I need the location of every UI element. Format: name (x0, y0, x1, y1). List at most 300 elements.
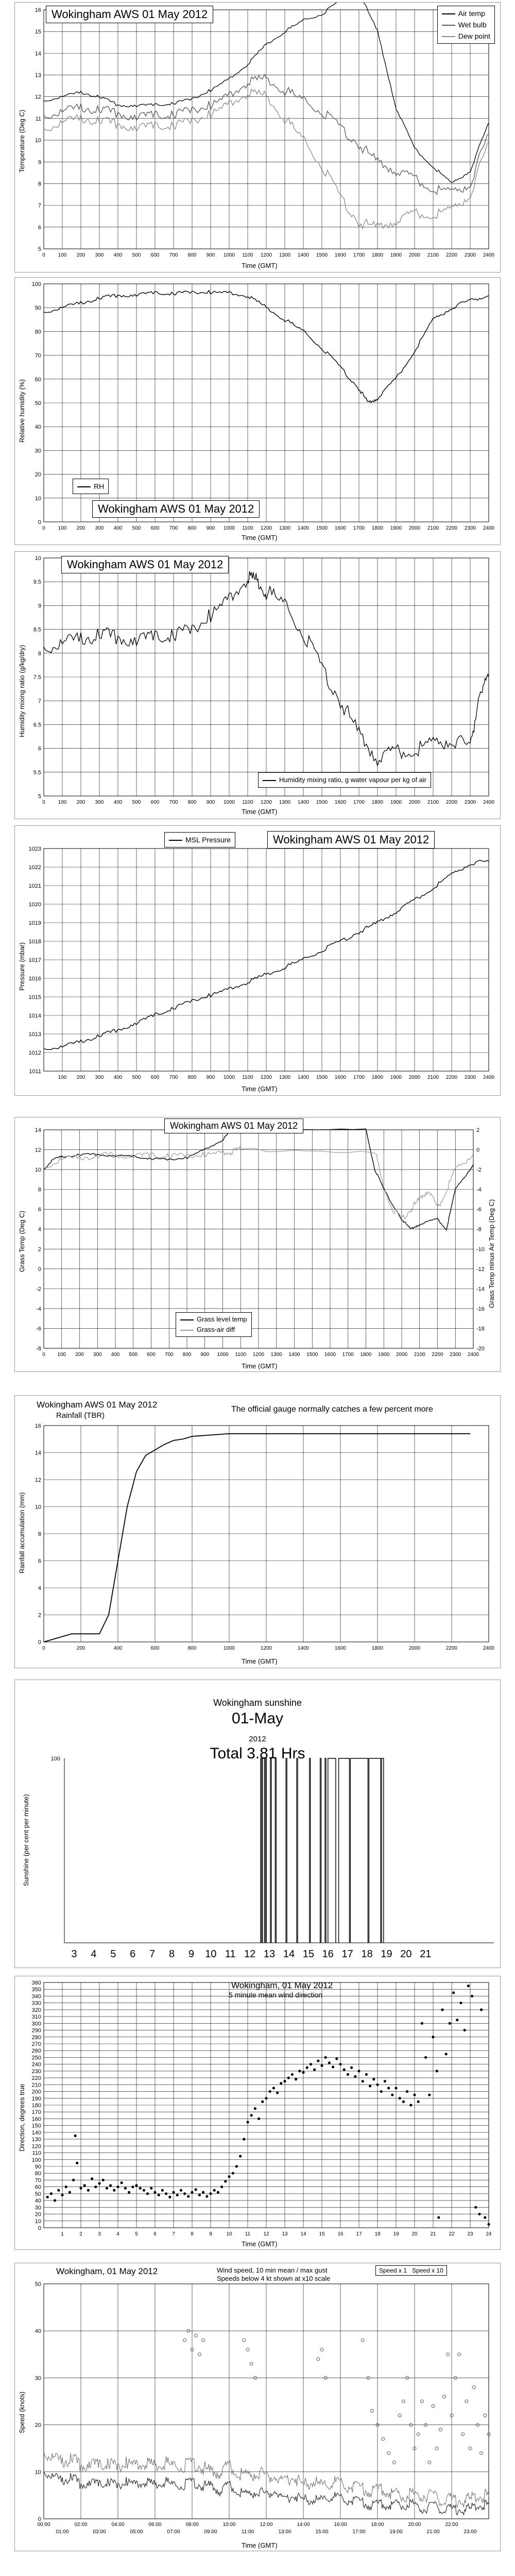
wind-speed-tick-x-top: 18:00 (371, 2522, 384, 2528)
grass-tick-y: 6 (38, 1207, 41, 1213)
wind-direction-tick-x: 13 (282, 2231, 288, 2237)
humidity-tick-x: 800 (187, 526, 197, 531)
pressure-legend (164, 832, 235, 848)
humidity-x-label: Time (GMT) (242, 534, 278, 541)
mixing-ratio-tick-x: 900 (206, 800, 215, 805)
wind-direction-tick-x: 9 (209, 2231, 212, 2237)
mixing-ratio-tick-y: 6.5 (33, 722, 41, 728)
wind-direction-tick-x: 1 (61, 2231, 64, 2237)
rainfall-tick-y: 8 (38, 1531, 41, 1537)
wind-direction-subtitle: 5 minute mean wind direction (229, 1991, 323, 1999)
rainfall-tick-y: 4 (38, 1585, 41, 1591)
temperature-tick-y: 10 (35, 138, 41, 144)
grass-tick-x: 1200 (252, 1352, 265, 1358)
wind-speed-chart (15, 2263, 500, 2551)
wind-direction-point (205, 2195, 208, 2198)
temperature-tick-x: 1500 (316, 252, 328, 258)
grass-tick-x: 600 (147, 1352, 156, 1358)
sunshine-tick-x: 20 (400, 1948, 412, 1960)
wind-direction-point (474, 2206, 477, 2209)
wind-speed-x10-point (457, 2353, 460, 2356)
temperature-tick-x: 1100 (242, 252, 253, 258)
wind-direction-point (46, 2196, 49, 2198)
humidity-tick-x: 1100 (242, 526, 253, 531)
humidity-tick-x: 1500 (316, 526, 328, 531)
rainfall-tick-x: 800 (187, 1646, 197, 1651)
rainfall-y-label: Rainfall accumulation (mm) (18, 1492, 26, 1573)
wind-speed-panel (14, 2263, 501, 2551)
wind-direction-point (362, 2080, 364, 2082)
wind-speed-x10-point (202, 2338, 205, 2342)
wind-direction-tick-y: 20 (35, 2211, 41, 2218)
legend-dew-point: Dew point (458, 32, 490, 40)
wind-speed-legend (375, 2265, 447, 2276)
wind-speed-tick-x-top: 04:00 (111, 2522, 125, 2528)
legend-grass-air-diff: Grass-air diff (197, 1326, 235, 1333)
humidity-tick-x: 300 (95, 526, 104, 531)
mixing-ratio-tick-x: 1100 (242, 800, 253, 805)
wind-direction-point (102, 2179, 105, 2181)
wind-speed-x10-point (417, 2433, 420, 2436)
wind-direction-point (172, 2191, 175, 2194)
temperature-tick-x: 1000 (223, 252, 235, 258)
grass-legend (176, 1312, 252, 1337)
rainfall-tick-x: 1600 (334, 1646, 347, 1651)
mixing-ratio-tick-x: 800 (187, 800, 197, 805)
wind-direction-point (246, 2121, 249, 2123)
wind-speed-x10-point (398, 2414, 401, 2417)
temperature-tick-y: 6 (38, 224, 41, 231)
wind-speed-x10-point (420, 2400, 423, 2403)
wind-direction-tick-x: 7 (172, 2231, 175, 2237)
wind-direction-tick-x: 17 (356, 2231, 362, 2237)
wind-direction-tick-x: 22 (449, 2231, 455, 2237)
wind-direction-point (76, 2162, 78, 2164)
wind-direction-point (220, 2185, 223, 2188)
temperature-y-label: Temperature (Deg C) (18, 109, 26, 173)
wind-direction-point (445, 2053, 448, 2055)
wind-direction-point (335, 2057, 338, 2060)
pressure-tick-x: 200 (76, 1075, 85, 1080)
wind-speed-x10-point (387, 2451, 390, 2454)
wind-direction-point (191, 2191, 193, 2194)
wind-direction-point (280, 2082, 282, 2084)
wind-direction-point (369, 2084, 371, 2087)
wind-speed-x10-point (402, 2400, 405, 2403)
rainfall-tick-y: 12 (35, 1477, 41, 1483)
wind-direction-tick-y: 150 (31, 2123, 41, 2129)
sunshine-bar (263, 1758, 265, 1943)
wind-direction-point (456, 2019, 458, 2021)
grass-tick-y: -2 (36, 1286, 41, 1293)
wind-direction-point (310, 2063, 312, 2065)
wind-direction-point (421, 2022, 423, 2025)
humidity-tick-x: 500 (132, 526, 141, 531)
rainfall-tick-x: 1400 (297, 1646, 310, 1651)
sunshine-bar (320, 1758, 321, 1943)
grass-tick-y-right: -4 (476, 1187, 482, 1193)
humidity-tick-y: 60 (35, 376, 41, 383)
sunshine-year: 2012 (249, 1735, 266, 1743)
grass-tick-y: -8 (36, 1346, 41, 1352)
humidity-tick-x: 1300 (279, 526, 291, 531)
legend-speed-x10: Speed x 10 (412, 2267, 443, 2274)
pressure-tick-x: 900 (206, 1075, 215, 1080)
wind-direction-point (109, 2184, 112, 2187)
rainfall-tick-y: 14 (35, 1450, 41, 1456)
pressure-tick-x: 400 (113, 1075, 123, 1080)
wind-speed-x10-point (472, 2386, 475, 2389)
humidity-tick-y: 80 (35, 329, 41, 335)
mixing-ratio-tick-y: 6 (38, 745, 41, 752)
grass-tick-y-right: -6 (476, 1207, 482, 1213)
wind-speed-tick-x-top: 16:00 (334, 2522, 347, 2528)
sunshine-tick-x: 19 (381, 1948, 392, 1960)
wind-direction-point (272, 2087, 275, 2089)
wind-direction-point (295, 2078, 297, 2080)
mixing-ratio-tick-x: 2300 (464, 800, 476, 805)
temperature-title: Wokingham AWS 01 May 2012 (46, 6, 213, 23)
sunshine-panel (14, 1680, 501, 1968)
wind-direction-tick-x: 20 (411, 2231, 418, 2237)
wind-direction-point (380, 2090, 383, 2093)
sunshine-tick-x: 18 (361, 1948, 373, 1960)
wind-direction-point (320, 2064, 323, 2067)
temperature-tick-x: 600 (150, 252, 160, 258)
wind-direction-point (254, 2107, 256, 2110)
wind-speed-tick-x-bottom: 17:00 (352, 2529, 366, 2535)
mixing-ratio-x-label: Time (GMT) (242, 808, 278, 816)
humidity-tick-y: 50 (35, 400, 41, 406)
wind-direction-point (317, 2059, 319, 2062)
rainfall-x-label: Time (GMT) (242, 1657, 278, 1665)
sunshine-bar (297, 1758, 298, 1943)
wind-direction-point (61, 2194, 63, 2196)
pressure-panel (14, 825, 501, 1096)
wind-direction-point (269, 2090, 271, 2093)
temperature-tick-x: 2200 (445, 252, 458, 258)
wind-direction-tick-y: 0 (38, 2225, 41, 2231)
wind-direction-tick-y: 300 (31, 2021, 41, 2027)
wind-direction-point (79, 2187, 82, 2190)
wind-direction-point (478, 2213, 480, 2215)
wind-direction-point (306, 2066, 308, 2069)
wind-direction-point (180, 2189, 182, 2192)
grass-tick-x: 0 (42, 1352, 45, 1358)
wind-speed-tick-x-top: 14:00 (297, 2522, 310, 2528)
wind-direction-point (106, 2187, 108, 2190)
wind-direction-point (161, 2189, 164, 2192)
wind-direction-point (276, 2092, 279, 2094)
temperature-tick-x: 1200 (260, 252, 272, 258)
wind-direction-point (98, 2182, 100, 2184)
humidity-title: Wokingham AWS 01 May 2012 (92, 500, 260, 518)
mixing-ratio-tick-x: 2400 (483, 800, 495, 805)
temperature-tick-y: 8 (38, 181, 41, 188)
grass-tick-y-right: -14 (476, 1286, 485, 1293)
pressure-tick-x: 2000 (408, 1075, 421, 1080)
wind-direction-point (87, 2189, 90, 2192)
wind-speed-x10-point (243, 2338, 246, 2342)
wind-direction-point (347, 2073, 349, 2076)
wind-speed-tick-y: 50 (35, 2281, 41, 2287)
wind-direction-point (417, 2100, 420, 2103)
humidity-tick-x: 1800 (371, 526, 384, 531)
wind-direction-chart (15, 1976, 500, 2249)
humidity-tick-x: 2300 (464, 526, 476, 531)
temperature-tick-x: 400 (113, 252, 123, 258)
temperature-tick-y: 16 (35, 7, 41, 13)
wind-speed-x10-point (317, 2358, 320, 2361)
mixing-ratio-tick-y: 9 (38, 603, 41, 609)
sunshine-tick-x: 6 (130, 1948, 136, 1960)
mixing-ratio-tick-x: 2100 (427, 800, 439, 805)
temperature-tick-x: 2100 (427, 252, 439, 258)
wind-direction-tick-y: 170 (31, 2109, 41, 2116)
grass-x-label: Time (GMT) (242, 1362, 278, 1370)
temperature-tick-x: 800 (187, 252, 197, 258)
wind-speed-x10-point (382, 2437, 385, 2441)
temperature-chart (15, 3, 500, 272)
temperature-tick-x: 100 (58, 252, 67, 258)
sunshine-title: Wokingham sunshine (213, 1698, 302, 1708)
pressure-tick-x: 500 (132, 1075, 141, 1080)
mixing-ratio-tick-x: 1300 (279, 800, 291, 805)
pressure-tick-y: 1011 (29, 1069, 41, 1075)
mixing-ratio-tick-y: 10 (35, 555, 41, 562)
wind-direction-point (128, 2191, 130, 2194)
grass-tick-x: 1000 (217, 1352, 229, 1358)
sunshine-tick-x: 14 (283, 1948, 295, 1960)
wind-direction-point (413, 2094, 416, 2096)
pressure-tick-y: 1021 (28, 883, 41, 889)
pressure-tick-x: 1400 (297, 1075, 310, 1080)
sunshine-bar (286, 1758, 287, 1943)
wind-direction-point (209, 2192, 212, 2195)
wind-direction-point (68, 2191, 71, 2194)
rainfall-tick-y: 6 (38, 1558, 41, 1565)
wind-direction-title: Wokingham, 01 May 2012 (231, 1980, 333, 1990)
mixing-ratio-tick-x: 2000 (408, 800, 421, 805)
wind-speed-x10-point (246, 2348, 249, 2351)
mixing-ratio-tick-x: 600 (150, 800, 160, 805)
humidity-tick-x: 100 (58, 526, 67, 531)
humidity-tick-x: 1200 (260, 526, 272, 531)
humidity-tick-y: 40 (35, 424, 41, 431)
temperature-tick-x: 900 (206, 252, 215, 258)
wind-speed-tick-y: 20 (35, 2422, 41, 2429)
mixing-ratio-tick-x: 1400 (297, 800, 310, 805)
sunshine-tick-x: 5 (110, 1948, 116, 1960)
temperature-tick-x: 300 (95, 252, 104, 258)
wind-speed-tick-y: 0 (38, 2516, 41, 2522)
wind-direction-point (228, 2175, 230, 2178)
grass-tick-y: 10 (35, 1167, 41, 1174)
wind-direction-tick-x: 3 (98, 2231, 101, 2237)
rainfall-tick-x: 1800 (371, 1646, 384, 1651)
wind-speed-tick-y: 40 (35, 2328, 41, 2335)
wind-direction-point (243, 2138, 245, 2141)
humidity-legend (73, 479, 109, 494)
humidity-tick-x: 2200 (445, 526, 458, 531)
temperature-tick-x: 2300 (464, 252, 476, 258)
sunshine-tick-y: 100 (50, 1756, 60, 1762)
wind-direction-point (287, 2077, 290, 2079)
wind-direction-point (332, 2065, 334, 2068)
rainfall-title: Wokingham AWS 01 May 2012 (37, 1400, 158, 1410)
wind-direction-x-label: Time (GMT) (242, 2240, 278, 2248)
wind-direction-point (265, 2097, 267, 2099)
wind-direction-tick-x: 23 (467, 2231, 473, 2237)
grass-tick-y: 2 (38, 1246, 41, 1253)
wind-direction-tick-x: 2 (79, 2231, 82, 2237)
wind-direction-point (471, 1995, 473, 1997)
grass-y-label: Grass Temp (Deg C) (18, 1211, 26, 1272)
sunshine-tick-x: 4 (91, 1948, 97, 1960)
temperature-tick-x: 2000 (408, 252, 421, 258)
wind-direction-point (94, 2185, 97, 2188)
humidity-panel (14, 277, 501, 545)
grass-tick-x: 2200 (432, 1352, 443, 1358)
wind-speed-tick-x-top: 12:00 (260, 2522, 273, 2528)
wind-direction-point (224, 2180, 227, 2182)
mixing-ratio-tick-x: 1700 (353, 800, 365, 805)
wind-direction-point (183, 2192, 186, 2195)
rainfall-tick-x: 2200 (445, 1646, 458, 1651)
mixing-ratio-tick-x: 1500 (316, 800, 328, 805)
rainfall-tick-y: 10 (35, 1504, 41, 1511)
rainfall-tick-x: 2000 (408, 1646, 421, 1651)
wind-direction-point (484, 2216, 486, 2219)
wind-direction-point (436, 2070, 438, 2072)
sunshine-tick-x: 17 (341, 1948, 353, 1960)
humidity-tick-x: 900 (206, 526, 215, 531)
wind-speed-subtitle2: Speeds below 4 kt shown at x10 scale (217, 2275, 331, 2282)
wind-direction-point (54, 2199, 56, 2202)
mixing-ratio-tick-x: 100 (58, 800, 67, 805)
wind-direction-point (250, 2114, 253, 2116)
grass-tick-x: 2400 (467, 1352, 479, 1358)
temperature-tick-y: 11 (35, 115, 41, 122)
humidity-tick-y: 90 (35, 305, 41, 312)
wind-direction-tick-y: 110 (32, 2150, 41, 2157)
grass-tick-x: 300 (93, 1352, 102, 1358)
wind-direction-tick-y: 240 (31, 2061, 41, 2068)
rainfall-tick-y: 2 (38, 1612, 41, 1619)
wind-direction-tick-y: 260 (31, 2048, 41, 2055)
grass-tick-y: 12 (35, 1147, 41, 1154)
wind-direction-tick-y: 80 (35, 2171, 41, 2177)
grass-tick-x: 1300 (270, 1352, 282, 1358)
grass-y-label-right: Grass Temp minus Air Temp (Deg C) (488, 1199, 495, 1308)
pressure-chart (15, 826, 500, 1095)
wind-direction-tick-y: 340 (31, 1993, 41, 2000)
temperature-x-label: Time (GMT) (242, 262, 278, 269)
wind-direction-point (428, 2094, 431, 2096)
sunshine-bar (275, 1758, 276, 1943)
legend-air-temp: Air temp (458, 9, 485, 18)
wind-direction-tick-y: 160 (31, 2116, 41, 2123)
wind-direction-point (449, 2022, 451, 2025)
pressure-tick-x: 1900 (390, 1075, 402, 1080)
wind-speed-x10-point (361, 2338, 364, 2342)
wind-direction-point (391, 2094, 393, 2096)
wind-speed-tick-x-bottom: 21:00 (426, 2529, 440, 2535)
wind-direction-tick-y: 230 (31, 2068, 41, 2075)
wind-direction-point (376, 2083, 379, 2086)
pressure-tick-x: 1500 (316, 1075, 328, 1080)
humidity-tick-y: 100 (31, 281, 41, 287)
pressure-tick-y: 1014 (28, 1013, 41, 1019)
grass-tick-x: 1100 (235, 1352, 247, 1358)
wind-speed-title: Wokingham, 01 May 2012 (56, 2266, 158, 2276)
rainfall-tick-x: 1200 (260, 1646, 272, 1651)
temperature-tick-x: 1700 (353, 252, 365, 258)
wind-direction-tick-y: 120 (31, 2143, 41, 2150)
wind-direction-point (324, 2056, 327, 2059)
wind-speed-tick-x-top: 22:00 (445, 2522, 458, 2528)
wind-direction-tick-y: 330 (31, 2000, 41, 2007)
mixing-ratio-title: Wokingham AWS 01 May 2012 (61, 556, 229, 573)
wind-direction-tick-y: 100 (31, 2157, 41, 2163)
temperature-tick-y: 14 (35, 50, 41, 57)
wind-direction-point (328, 2061, 331, 2064)
wind-speed-x10-point (461, 2433, 465, 2436)
wind-speed-tick-x-top: 08:00 (185, 2522, 199, 2528)
grass-tick-y: -4 (36, 1306, 41, 1312)
sunshine-bar (350, 1758, 368, 1943)
mixing-ratio-tick-y: 9.5 (33, 579, 41, 586)
wind-direction-point (121, 2181, 123, 2184)
wind-direction-tick-x: 6 (153, 2231, 157, 2237)
pressure-tick-x: 100 (58, 1075, 67, 1080)
pressure-tick-x: 2300 (464, 1075, 476, 1080)
wind-direction-point (165, 2192, 167, 2195)
wind-direction-point (452, 1991, 455, 1994)
wind-direction-tick-y: 140 (31, 2129, 41, 2136)
wind-direction-tick-y: 30 (35, 2205, 41, 2211)
rainfall-tick-x: 200 (76, 1646, 85, 1651)
sunshine-bar (369, 1758, 381, 1943)
wind-direction-tick-x: 14 (300, 2231, 306, 2237)
legend-grass-level: Grass level temp (197, 1315, 247, 1323)
wind-direction-point (150, 2187, 152, 2190)
temperature-tick-x: 1300 (279, 252, 291, 258)
legend-wet-bulb: Wet bulb (458, 21, 487, 29)
grass-tick-x: 800 (182, 1352, 192, 1358)
wind-direction-point (464, 2029, 466, 2031)
wind-direction-point (384, 2080, 386, 2082)
wind-direction-point (91, 2177, 93, 2180)
wind-direction-point (365, 2073, 368, 2076)
grass-tick-y-right: -8 (476, 1226, 482, 1233)
wind-direction-point (57, 2189, 60, 2192)
sunshine-tick-x: 3 (71, 1948, 77, 1960)
mixing-ratio-tick-x: 400 (113, 800, 123, 805)
wind-direction-point (135, 2184, 138, 2187)
mixing-ratio-tick-y: 5 (38, 793, 41, 800)
sunshine-bar (339, 1758, 350, 1943)
wind-speed-x10-point (443, 2395, 446, 2398)
grass-tick-y-right: -16 (476, 1306, 485, 1312)
grass-panel (14, 1117, 501, 1372)
wind-speed-tick-y: 30 (35, 2375, 41, 2382)
temperature-tick-y: 5 (38, 246, 41, 252)
pressure-tick-y: 1012 (28, 1050, 41, 1056)
rainfall-subtitle: Rainfall (TBR) (56, 1411, 105, 1420)
grass-title: Wokingham AWS 01 May 2012 (164, 1118, 303, 1133)
wind-direction-tick-y: 40 (35, 2198, 41, 2205)
